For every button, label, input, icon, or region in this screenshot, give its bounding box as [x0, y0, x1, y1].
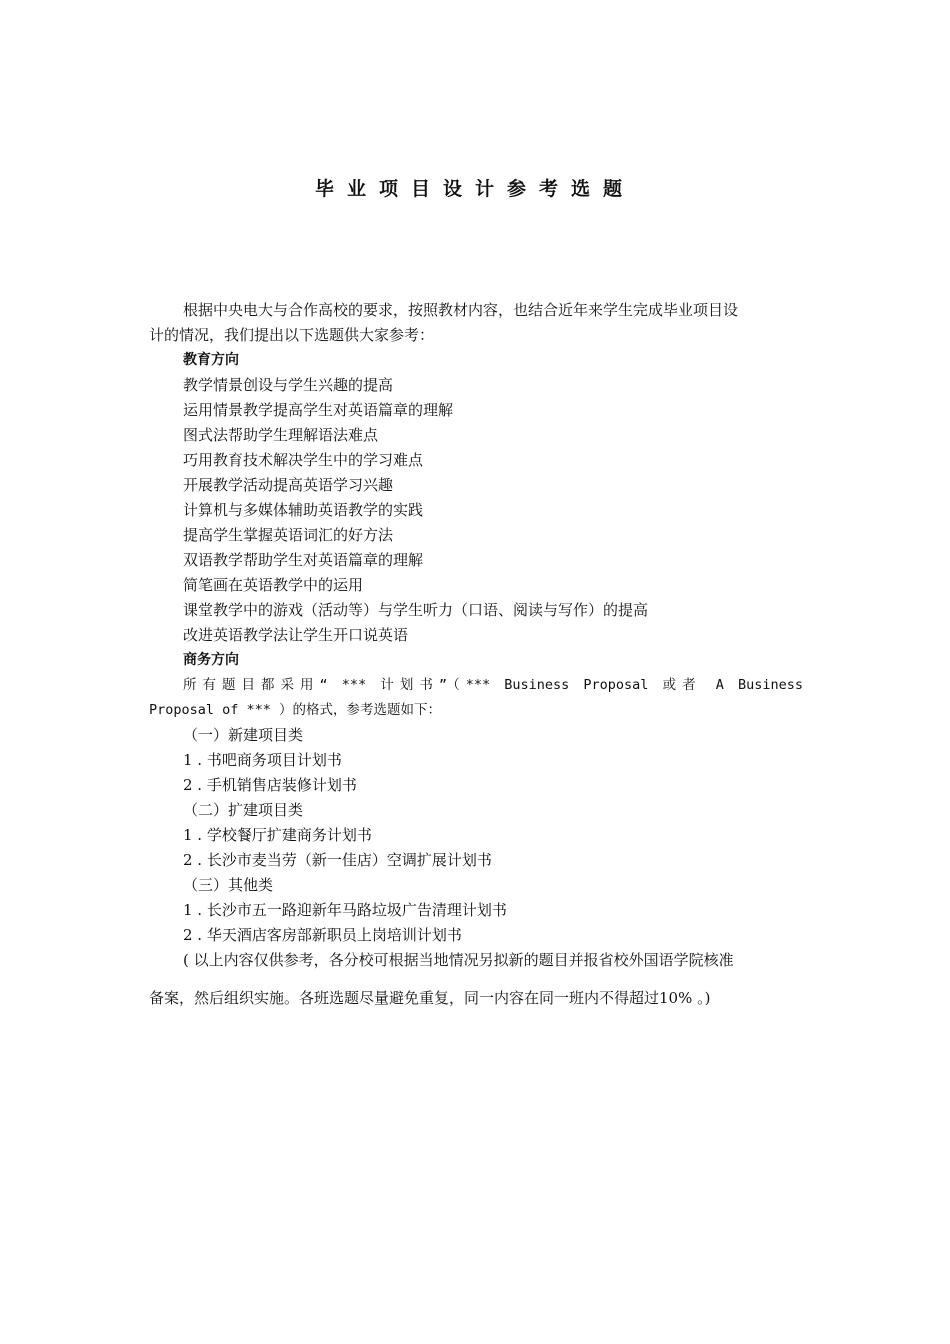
business-item: 1 . 书吧商务项目计划书	[183, 751, 342, 769]
business-item: 2 . 手机销售店装修计划书	[183, 776, 357, 794]
education-item: 巧用教育技术解决学生中的学习难点	[183, 451, 424, 469]
business-item: 2 . 长沙市麦当劳（新一佳店）空调扩展计划书	[183, 851, 492, 869]
note-gap	[149, 973, 803, 986]
education-item: 双语教学帮助学生对英语篇章的理解	[183, 551, 424, 569]
education-heading: 教育方向	[183, 352, 239, 368]
intro-line-2: 计的情况，我们提出以下选题供大家参考：	[149, 326, 435, 344]
education-item: 课堂教学中的游戏（活动等）与学生听力（口语、阅读与写作）的提高	[183, 601, 649, 619]
education-item: 改进英语教学法让学生开口说英语	[183, 626, 409, 644]
business-desc-line-2: Proposal of *** ）的格式，参考选题如下：	[149, 702, 442, 718]
note-line-1: ( 以上内容仅供参考，各分校可根据当地情况另拟新的题目并报省校外国语学院核准	[183, 951, 734, 969]
category-other: （三）其他类	[183, 876, 274, 894]
education-item: 运用情景教学提高学生对英语篇章的理解	[183, 401, 454, 419]
intro-line-1: 根据中央电大与合作高校的要求，按照教材内容，也结合近年来学生完成毕业项目设	[183, 301, 739, 319]
education-item: 教学情景创设与学生兴趣的提高	[183, 376, 394, 394]
education-item: 图式法帮助学生理解语法难点	[183, 426, 379, 444]
category-new-projects: （一）新建项目类	[183, 726, 304, 744]
education-item: 提高学生掌握英语词汇的好方法	[183, 526, 394, 544]
education-item: 计算机与多媒体辅助英语教学的实践	[183, 501, 424, 519]
business-item: 1 . 长沙市五一路迎新年马路垃圾广告清理计划书	[183, 901, 507, 919]
category-expansion-projects: （二）扩建项目类	[183, 801, 304, 819]
business-desc-line-1: 所有题目都采用“ *** 计划书”（*** Business Proposal 或者 A Business	[183, 677, 803, 693]
education-item: 开展教学活动提高英语学习兴趣	[183, 476, 394, 494]
document-body	[149, 298, 803, 1011]
document-title: 毕业项目设计参考选题	[314, 178, 635, 200]
business-item: 1 . 学校餐厅扩建商务计划书	[183, 826, 372, 844]
note-line-2: 备案，然后组织实施。各班选题尽量避免重复，同一内容在同一班内不得超过10% 。)	[149, 989, 711, 1007]
education-item: 简笔画在英语教学中的运用	[183, 576, 364, 594]
business-heading: 商务方向	[183, 652, 239, 668]
business-item: 2 . 华天酒店客房部新职员上岗培训计划书	[183, 926, 462, 944]
